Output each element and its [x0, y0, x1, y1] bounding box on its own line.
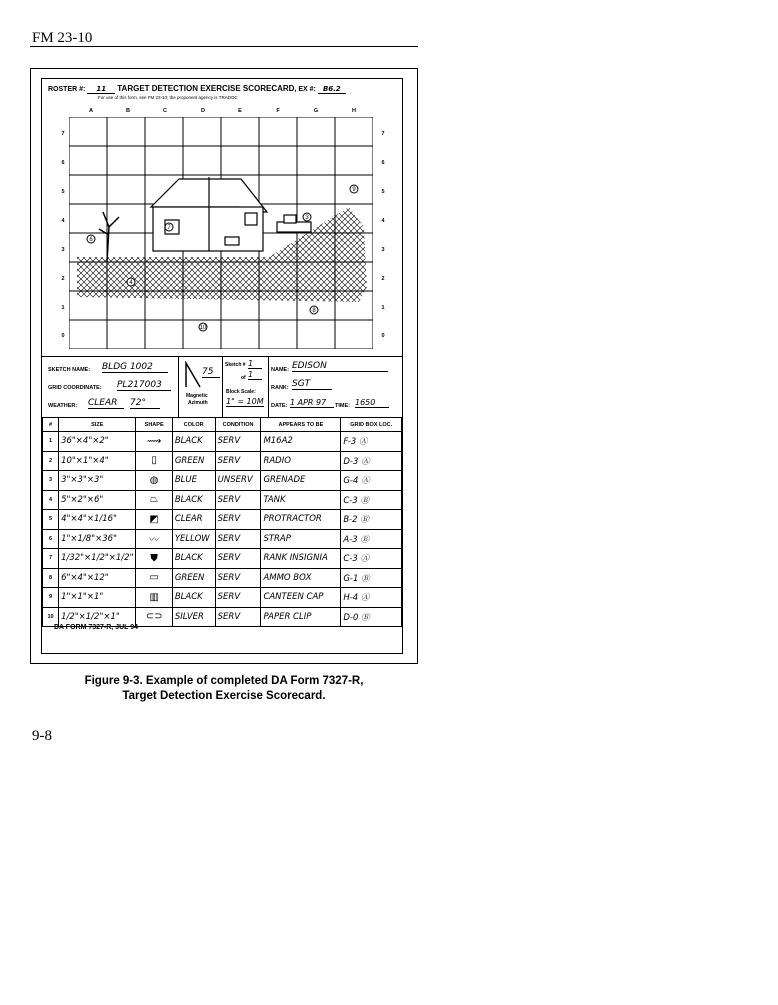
sketch-name-label: SKETCH NAME:	[48, 367, 91, 373]
svg-text:8: 8	[312, 308, 316, 314]
appears-cell: CANTEEN CAP	[261, 588, 341, 608]
row-label: 3	[381, 247, 385, 253]
weather-value: CLEAR	[88, 398, 124, 409]
info-divider	[268, 357, 269, 417]
protractor-sketch-icon: ◩	[136, 510, 172, 530]
color-cell: CLEAR	[172, 510, 215, 530]
weather-label: WEATHER:	[48, 403, 78, 409]
row-number: 4	[43, 490, 59, 510]
table-row	[43, 549, 402, 569]
table-row	[43, 471, 402, 491]
table-row	[43, 490, 402, 510]
color-cell: BLACK	[172, 588, 215, 608]
rifle-sketch-icon: ⟿	[136, 432, 172, 452]
row-number: 3	[43, 471, 59, 491]
page-number: 9-8	[32, 728, 52, 744]
condition-cell: SERV	[215, 607, 261, 627]
appears-cell: RADIO	[261, 451, 341, 471]
size-cell: 10"×1"×4"	[59, 451, 136, 471]
condition-cell: SERV	[215, 568, 261, 588]
info-divider	[222, 357, 223, 417]
sketch-number-label: Sketch #	[225, 362, 246, 368]
row-number: 7	[43, 549, 59, 569]
of-value: 1	[248, 370, 262, 380]
ex-value: B6.2	[318, 85, 346, 94]
condition-cell: SERV	[215, 529, 261, 549]
block-scale-label: Block Scale:	[226, 389, 256, 395]
size-cell: 36"×4"×2"	[59, 432, 136, 452]
header-cell: COLOR	[172, 418, 215, 432]
appears-cell: RANK INSIGNIA	[261, 549, 341, 569]
canteen-cap-sketch-icon: ▥	[136, 588, 172, 608]
color-cell: GREEN	[172, 568, 215, 588]
row-label: 1	[381, 305, 385, 311]
color-cell: YELLOW	[172, 529, 215, 549]
tank-sketch-icon: ⏢	[136, 490, 172, 510]
condition-cell: SERV	[215, 549, 261, 569]
size-cell: 1"×1/8"×36"	[59, 529, 136, 549]
color-cell: BLACK	[172, 432, 215, 452]
grid-loc-cell: H-4 Ⓐ	[341, 588, 402, 608]
time-value: 1650	[355, 398, 389, 408]
row-number: 1	[43, 432, 59, 452]
header-cell: SHAPE	[136, 418, 172, 432]
color-cell: SILVER	[172, 607, 215, 627]
radio-sketch-icon: ▯	[136, 451, 172, 471]
row-label: 0	[61, 333, 65, 339]
size-cell: 6"×4"×12"	[59, 568, 136, 588]
condition-cell: SERV	[215, 432, 261, 452]
condition-cell: SERV	[215, 490, 261, 510]
grid-loc-cell: A-3 Ⓑ	[341, 529, 402, 549]
appears-cell: M16A2	[261, 432, 341, 452]
caption-line-1: Figure 9-3. Example of completed DA Form 7327-R,	[84, 675, 364, 687]
row-label: 7	[381, 131, 385, 137]
size-cell: 1/32"×1/2"×1/2"	[59, 549, 136, 569]
grid-coordinate-value: PL217003	[117, 380, 171, 391]
grid-loc-cell: G-4 Ⓐ	[341, 471, 402, 491]
size-cell: 3"×3"×3"	[59, 471, 136, 491]
grid-loc-cell: B-2 Ⓑ	[341, 510, 402, 530]
appears-cell: PROTRACTOR	[261, 510, 341, 530]
svg-text:6: 6	[89, 237, 93, 243]
svg-text:4: 4	[129, 280, 133, 286]
grid-loc-cell: G-1 Ⓑ	[341, 568, 402, 588]
size-cell: 1"×1"×1"	[59, 588, 136, 608]
form-subtitle: For use of this form, see FM 23-10; the proponent agency is TRADOC	[98, 95, 238, 100]
size-cell: 5"×2"×6"	[59, 490, 136, 510]
column-label: A	[89, 108, 93, 114]
column-label: F	[276, 108, 280, 114]
grid-loc-cell: F-3 Ⓐ	[341, 432, 402, 452]
color-cell: BLACK	[172, 549, 215, 569]
size-cell: 1/2"×1/2"×1"	[59, 607, 136, 627]
table-row	[43, 568, 402, 588]
figure-caption	[30, 674, 418, 704]
color-cell: GREEN	[172, 451, 215, 471]
grid-loc-cell: D-3 Ⓐ	[341, 451, 402, 471]
table-row	[43, 451, 402, 471]
column-label: D	[201, 108, 205, 114]
condition-cell: SERV	[215, 510, 261, 530]
row-label: 1	[61, 305, 65, 311]
color-cell: BLUE	[172, 471, 215, 491]
strap-sketch-icon: 〰	[136, 529, 172, 549]
row-number: 5	[43, 510, 59, 530]
house-drawing	[151, 177, 267, 251]
header-cell: SIZE	[59, 418, 136, 432]
targets-table	[42, 417, 402, 627]
row-label: 3	[61, 247, 65, 253]
form-title: TARGET DETECTION EXERCISE SCORECARD	[117, 84, 295, 93]
condition-cell: SERV	[215, 451, 261, 471]
of-label: of	[241, 375, 246, 381]
sketch-number-value: 1	[248, 359, 262, 369]
azimuth-label-1: Magnetic	[186, 393, 208, 399]
rank-label: RANK:	[271, 385, 289, 391]
svg-text:10: 10	[199, 325, 207, 331]
info-divider	[178, 357, 179, 417]
name-value: EDISON	[292, 361, 388, 372]
azimuth-arrow-icon	[182, 361, 204, 389]
azimuth-value: 75	[202, 367, 220, 378]
column-label: H	[352, 108, 356, 114]
roster-value: 11	[87, 85, 115, 94]
form-title-line: ROSTER #: 11 TARGET DETECTION EXERCISE SCORECARD, EX #: B6.2	[48, 84, 346, 94]
ammo-box-sketch-icon: ▭	[136, 568, 172, 588]
appears-cell: STRAP	[261, 529, 341, 549]
grid-loc-cell: C-3 Ⓐ	[341, 549, 402, 569]
svg-text:3: 3	[305, 215, 309, 221]
azimuth-label-2: Azimuth	[188, 400, 208, 406]
time-label: TIME:	[335, 403, 350, 409]
appears-cell: AMMO BOX	[261, 568, 341, 588]
row-label: 6	[381, 160, 385, 166]
row-label: 5	[61, 189, 65, 195]
grid-loc-cell: C-3 Ⓑ	[341, 490, 402, 510]
insignia-sketch-icon: ⛊	[136, 549, 172, 569]
table-row	[43, 432, 402, 452]
column-label: C	[163, 108, 167, 114]
form-id: DA FORM 7327-R, JUL 94	[54, 624, 139, 631]
sketch-grid	[69, 117, 373, 349]
row-label: 4	[381, 218, 385, 224]
sketch-name-value: BLDG 1002	[102, 362, 168, 373]
block-scale-value: 1" = 10M	[226, 397, 264, 406]
roster-label: ROSTER #:	[48, 86, 86, 93]
row-label: 7	[61, 131, 65, 137]
row-label: 4	[61, 218, 65, 224]
condition-cell: SERV	[215, 588, 261, 608]
appears-cell: PAPER CLIP	[261, 607, 341, 627]
grid-loc-cell: D-0 Ⓑ	[341, 607, 402, 627]
appears-cell: TANK	[261, 490, 341, 510]
row-number: 8	[43, 568, 59, 588]
paper-clip-sketch-icon: ⊂⊃	[136, 607, 172, 627]
row-label: 6	[61, 160, 65, 166]
table-row	[43, 588, 402, 608]
size-cell: 4"×4"×1/16"	[59, 510, 136, 530]
table-row	[43, 510, 402, 530]
sketch-info-block	[42, 356, 402, 418]
row-label: 0	[381, 333, 385, 339]
grid-coordinate-label: GRID COORDINATE:	[48, 385, 102, 391]
row-number: 9	[43, 588, 59, 608]
row-label: 2	[381, 276, 385, 282]
grenade-sketch-icon: ◍	[136, 471, 172, 491]
appears-cell: GRENADE	[261, 471, 341, 491]
header-cell: CONDITION	[215, 418, 261, 432]
row-label: 5	[381, 189, 385, 195]
ex-label: EX #:	[298, 86, 316, 93]
svg-text:9: 9	[352, 187, 356, 193]
row-label: 2	[61, 276, 65, 282]
column-label: E	[238, 108, 242, 114]
column-label: B	[126, 108, 130, 114]
date-label: DATE:	[271, 403, 288, 409]
header-cell: APPEARS TO BE	[261, 418, 341, 432]
rank-value: SGT	[292, 379, 332, 390]
name-label: NAME:	[271, 367, 290, 373]
header-cell: GRID BOX LOC.	[341, 418, 402, 432]
date-value: 1 APR 97	[290, 398, 334, 408]
table-header-row	[43, 418, 402, 432]
page-header: FM 23-10	[32, 30, 93, 46]
row-number: 10	[43, 607, 59, 627]
row-number: 2	[43, 451, 59, 471]
header-rule	[30, 46, 418, 47]
temperature-value: 72°	[130, 398, 160, 409]
tree-drawing	[99, 212, 119, 262]
row-number: 6	[43, 529, 59, 549]
table-row	[43, 529, 402, 549]
condition-cell: UNSERV	[215, 471, 261, 491]
svg-text:7: 7	[167, 225, 171, 231]
column-label: G	[313, 108, 319, 114]
caption-line-2: Target Detection Exercise Scorecard.	[122, 690, 326, 702]
header-cell: #	[43, 418, 59, 432]
color-cell: BLACK	[172, 490, 215, 510]
